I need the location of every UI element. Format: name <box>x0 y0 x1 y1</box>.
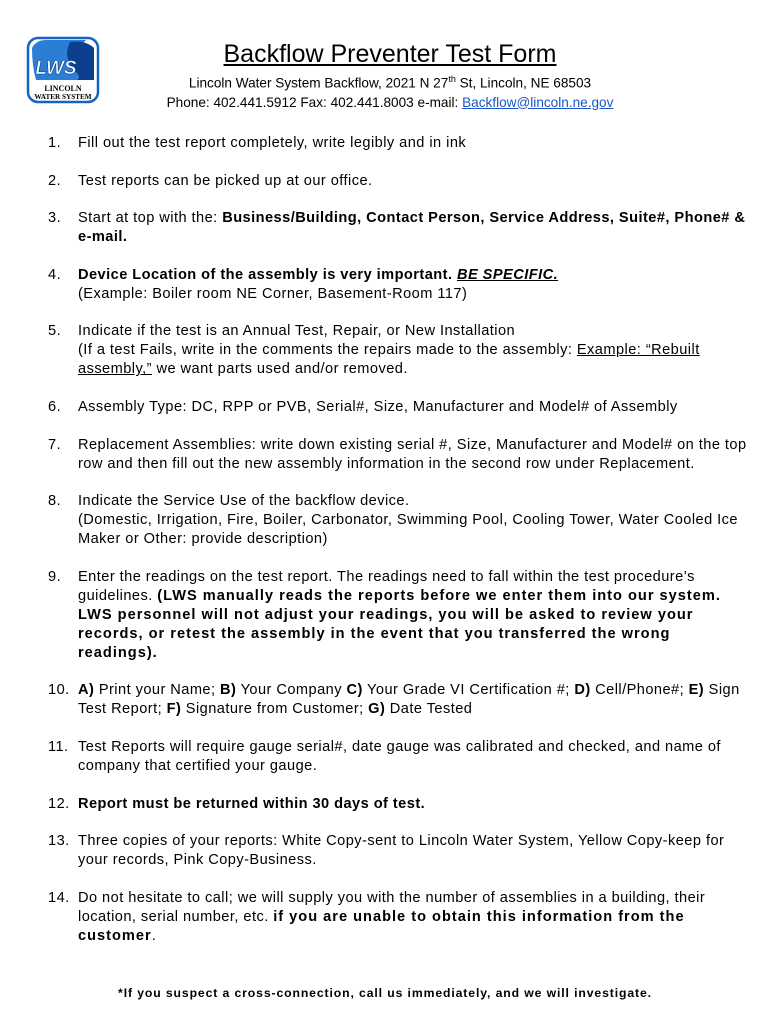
footer-note: *If you suspect a cross-connection, call us immediately, and we will investigate. <box>118 986 652 1000</box>
item-text: Indicate the Service Use of the backflow device. <box>78 493 410 510</box>
list-item <box>48 568 748 663</box>
item-number: 10. <box>48 682 70 699</box>
item-text: Date Tested <box>385 701 473 718</box>
item-bold-text: E) <box>688 682 705 699</box>
list-item <box>48 172 748 191</box>
item-number: 2. <box>48 172 62 189</box>
item-bold-text: D) <box>574 682 591 699</box>
item-text: Test Reports will require gauge serial#, date gauge was calibrated and checked, and name of company that certified your gauge. <box>78 738 721 774</box>
contact-pre: Phone: 402.441.5912 Fax: 402.441.8003 e-mail: <box>166 94 463 110</box>
list-item <box>48 492 748 549</box>
address-pre: Lincoln Water System Backflow, 2021 N 27 <box>188 75 449 91</box>
item-text: Replacement Assemblies: write down existing serial #, Size, Manufacturer and Model# on the top row and then fill out the new assembly information in the second row under Replacement. <box>78 436 747 472</box>
list-item <box>48 209 748 247</box>
address-post: St, Lincoln, NE 68503 <box>455 75 592 91</box>
item-number: 7. <box>48 436 62 453</box>
page-title: Backflow Preventer Test Form <box>223 40 557 68</box>
list-item <box>48 738 748 776</box>
item-bold-text: C) <box>346 682 363 699</box>
item-text: Sign Test Report; <box>78 682 740 718</box>
list-item <box>48 889 748 946</box>
list-item <box>48 681 748 719</box>
item-number: 12. <box>48 795 70 812</box>
item-text: (Domestic, Irrigation, Fire, Boiler, Carbonator, Swimming Pool, Cooling Tower, Water Cooled Ice Maker or Other: provide description) <box>78 512 738 548</box>
logo-mark: LWS <box>35 58 77 79</box>
contact-line <box>110 93 670 112</box>
item-emphasis: BE SPECIFIC. <box>457 266 559 283</box>
item-bold-text: B) <box>220 682 237 699</box>
address-sup: th <box>448 74 456 84</box>
item-bold-text: Report must be returned within 30 days of test. <box>78 795 426 812</box>
item-number: 9. <box>48 568 62 585</box>
item-bold-text: G) <box>368 701 386 718</box>
item-text: Your Grade VI Certification #; <box>362 682 575 699</box>
item-text: Three copies of your reports: White Copy-sent to Lincoln Water System, Yellow Copy-keep for your records, Pink Copy-Business. <box>78 833 725 869</box>
item-bold-text: F) <box>166 701 182 718</box>
item-text: Print your Name; <box>94 682 221 699</box>
item-text: Your Company <box>236 682 347 699</box>
list-item <box>48 436 748 474</box>
logo-line2: WATER SYSTEM <box>34 93 92 101</box>
lws-logo <box>26 36 100 104</box>
item-number: 3. <box>48 210 62 227</box>
item-text: Indicate if the test is an Annual Test, Repair, or New Installation <box>78 323 516 340</box>
item-text: we want parts used and/or removed. <box>151 361 408 378</box>
list-item <box>48 398 748 417</box>
list-item <box>48 322 748 379</box>
item-text: (If a test Fails, write in the comments the repairs made to the assembly: <box>78 342 577 359</box>
item-number: 14. <box>48 889 70 906</box>
address-line <box>110 70 670 93</box>
logo-line1: LINCOLN <box>44 84 82 93</box>
item-text: Cell/Phone#; <box>590 682 689 699</box>
item-number: 8. <box>48 493 62 510</box>
item-number: 13. <box>48 833 70 850</box>
instructions-list <box>48 134 748 964</box>
item-bold-text: if you are unable to obtain this information from the customer <box>78 908 685 944</box>
item-number: 6. <box>48 398 62 415</box>
document-header <box>110 36 670 112</box>
item-text: Test reports can be picked up at our office. <box>78 172 373 189</box>
item-text: Start at top with the: <box>78 210 223 227</box>
item-text: . <box>151 927 157 944</box>
item-bold-text: Device Location of the assembly is very important <box>78 266 448 283</box>
item-text: Assembly Type: DC, RPP or PVB, Serial#, Size, Manufacturer and Model# of Assembly <box>78 398 678 415</box>
item-underlined-text: Example: “Rebuilt assembly,” <box>78 342 700 378</box>
item-text: Fill out the test report completely, write legibly and in ink <box>78 135 467 151</box>
item-number: 4. <box>48 266 62 283</box>
list-item <box>48 795 748 814</box>
item-number: 5. <box>48 323 62 340</box>
item-bold-text: Business/Building, Contact Person, Service Address, Suite#, Phone# & e-mail. <box>78 210 746 246</box>
item-text: Signature from Customer; <box>181 701 369 718</box>
item-bold-text: . <box>447 266 457 283</box>
item-text: Enter the readings on the test report. The readings need to fall within the test procedure’s guidelines. <box>78 568 695 604</box>
item-number: 1. <box>48 135 62 151</box>
list-item <box>48 832 748 870</box>
item-number: 11. <box>48 738 69 755</box>
item-text: Do not hesitate to call; we will supply you with the number of assemblies in a building, their location, serial number, etc. <box>78 889 706 925</box>
item-bold-text: (LWS manually reads the reports before we enter them into our system. LWS personnel will not adjust your readings, you will be asked to review your records, or retest the assembly in the event that you transferred the wrong readings). <box>78 587 721 661</box>
list-item <box>48 134 748 153</box>
email-link[interactable]: Backflow@lincoln.ne.gov <box>462 94 614 110</box>
list-item <box>48 266 748 304</box>
item-text: (Example: Boiler room NE Corner, Basement-Room 117) <box>78 285 468 302</box>
item-bold-text: A) <box>78 682 95 699</box>
